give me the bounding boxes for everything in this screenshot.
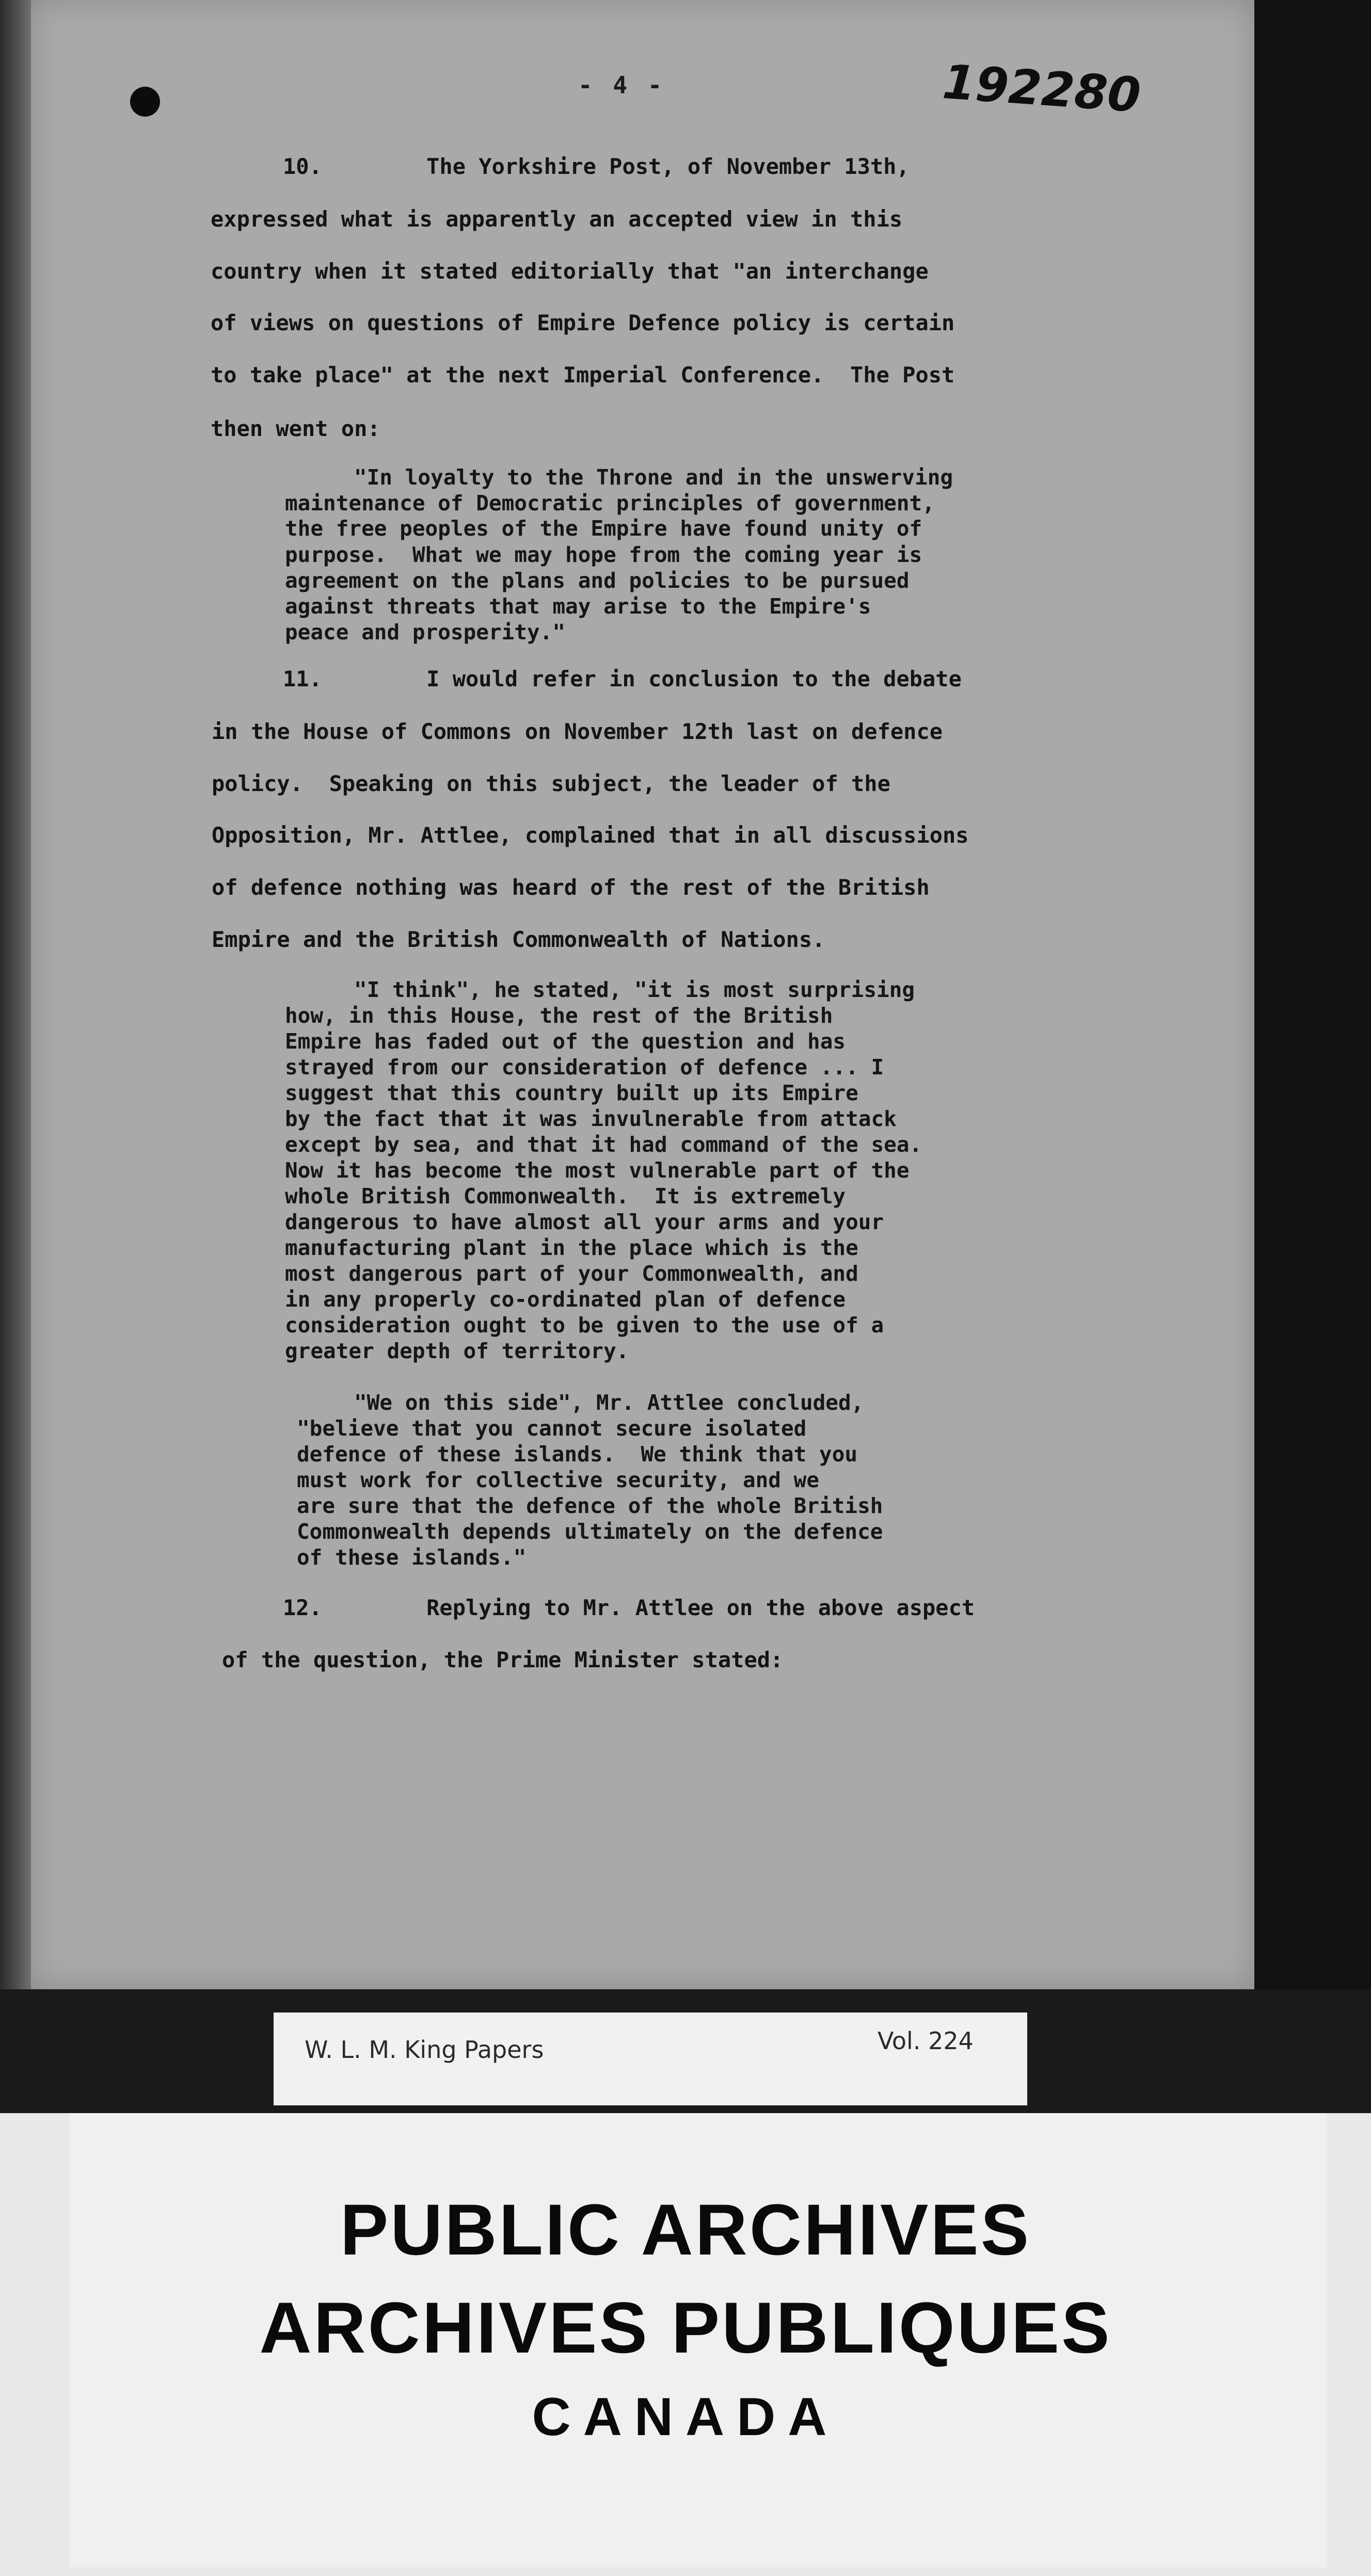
quote-attlee-line: Empire has faded out of the question and has [285,1029,846,1054]
quote-attlee-conclusion-line: "We on this side", Mr. Attlee concluded, [354,1390,864,1415]
paragraph-10-line: 10. The Yorkshire Post, of November 13th, [283,154,910,179]
quote-yorkshire-post-line: against threats that may arise to the Empire's [285,594,871,619]
paragraph-10-line: to take place" at the next Imperial Conference. The Post [211,362,955,388]
quote-yorkshire-post-line: maintenance of Democratic principles of government, [285,491,935,516]
quote-yorkshire-post-line: agreement on the plans and policies to be pursued [285,568,910,593]
quote-attlee-line: strayed from our consideration of defence ... I [285,1055,884,1080]
quote-yorkshire-post-line: purpose. What we may hope from the coming year is [285,542,922,567]
quote-attlee-line: how, in this House, the rest of the British [285,1003,833,1028]
page-number: - 4 - [578,71,665,99]
quote-yorkshire-post-line: the free peoples of the Empire have found unity of [285,516,922,541]
archive-title-french: ARCHIVES PUBLIQUES [259,2287,1112,2368]
paragraph-11-line: Opposition, Mr. Attlee, complained that in all discussions [212,823,969,848]
paragraph-10-line: then went on: [211,416,380,441]
archive-country: CANADA [532,2387,839,2447]
punch-hole [130,87,160,117]
paragraph-11-line: in the House of Commons on November 12th last on defence [212,719,943,744]
quote-attlee-line: whole British Commonwealth. It is extremely [285,1184,846,1209]
quote-attlee-line: "I think", he stated, "it is most surprising [354,977,915,1002]
quote-attlee-line: dangerous to have almost all your arms and your [285,1210,884,1234]
quote-attlee-line: except by sea, and that it had command of the sea. [285,1132,922,1157]
quote-attlee-conclusion-line: of these islands." [297,1545,527,1570]
quote-attlee-line: suggest that this country built up its Empire [285,1081,858,1105]
paragraph-11-line: 11. I would refer in conclusion to the debate [283,666,962,691]
quote-attlee-conclusion-line: are sure that the defence of the whole British [297,1493,883,1518]
paragraph-10-line: country when it stated editorially that "an interchange [211,259,929,284]
quote-attlee-line: consideration ought to be given to the use of a [285,1313,884,1338]
quote-attlee-line: greater depth of territory. [285,1339,629,1363]
paragraph-11-line: Empire and the British Commonwealth of Nations. [212,927,825,952]
quote-attlee-conclusion-line: Commonwealth depends ultimately on the defence [297,1519,883,1544]
quote-yorkshire-post-line: "In loyalty to the Throne and in the unswerving [354,465,953,490]
quote-attlee-conclusion-line: must work for collective security, and we [297,1468,820,1492]
collection-name: W. L. M. King Papers [305,2036,544,2064]
quote-yorkshire-post-line: peace and prosperity." [285,620,566,645]
paragraph-12-line: of the question, the Prime Minister stated: [222,1647,784,1672]
paragraph-11-line: of defence nothing was heard of the rest of the British [212,875,930,900]
quote-attlee-line: by the fact that it was invulnerable from attack [285,1106,897,1131]
quote-attlee-conclusion-line: defence of these islands. We think that you [297,1442,858,1467]
quote-attlee-line: in any properly co-ordinated plan of defence [285,1287,846,1312]
paragraph-11-line: policy. Speaking on this subject, the leader of the [212,771,890,796]
quote-attlee-line: manufacturing plant in the place which is the [285,1235,858,1260]
quote-attlee-conclusion-line: "believe that you cannot secure isolated [297,1416,807,1441]
film-edge-right [1254,0,1371,2013]
archive-title-english: PUBLIC ARCHIVES [340,2189,1031,2270]
quote-attlee-line: most dangerous part of your Commonwealth, and [285,1261,858,1286]
paragraph-10-line: of views on questions of Empire Defence policy is certain [211,310,955,335]
paragraph-10-line: expressed what is apparently an accepted view in this [211,206,903,232]
document-number: 192280 [940,54,1143,123]
quote-attlee-line: Now it has become the most vulnerable part of the [285,1158,910,1183]
paragraph-12-line: 12. Replying to Mr. Attlee on the above aspect [283,1595,975,1620]
volume-number: Vol. 224 [878,2027,974,2055]
